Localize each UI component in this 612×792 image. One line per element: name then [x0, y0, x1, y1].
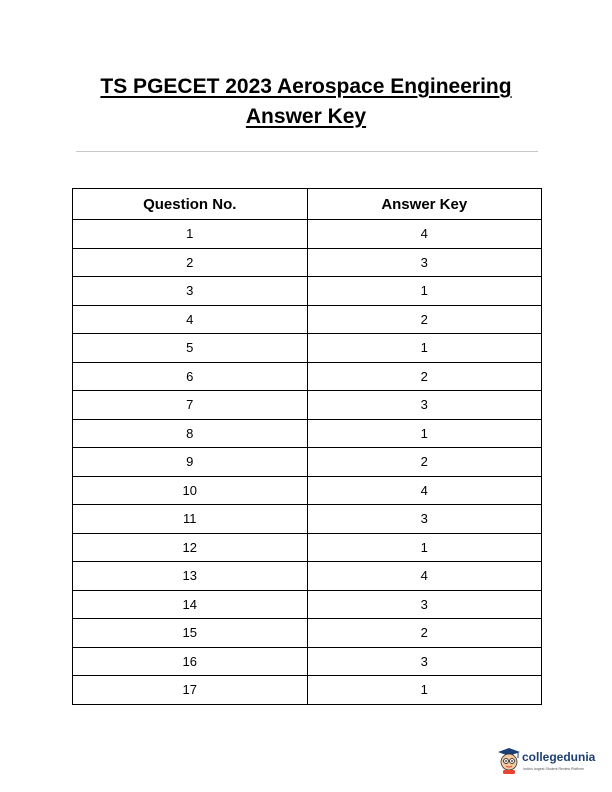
table-row: [73, 562, 542, 591]
table-row: [73, 619, 542, 648]
answer-key-cell: 1: [307, 533, 542, 562]
answer-key-cell: 1: [307, 676, 542, 705]
answer-key-cell: 2: [307, 305, 542, 334]
table-row: [73, 305, 542, 334]
column-header-question-no: Question No.: [73, 189, 308, 220]
question-number-cell: 1: [73, 220, 308, 249]
table-row: [73, 277, 542, 306]
question-number-cell: 3: [73, 277, 308, 306]
table-row: [73, 248, 542, 277]
answer-key-cell: 2: [307, 619, 542, 648]
question-number-cell: 5: [73, 334, 308, 363]
table-row: [73, 590, 542, 619]
question-number-cell: 14: [73, 590, 308, 619]
question-number-cell: 9: [73, 448, 308, 477]
question-number-cell: 8: [73, 419, 308, 448]
table-row: [73, 391, 542, 420]
document-subtitle: Answer Key: [245, 105, 367, 128]
question-number-cell: 4: [73, 305, 308, 334]
answer-key-cell: 3: [307, 590, 542, 619]
question-number-cell: 16: [73, 647, 308, 676]
question-number-cell: 6: [73, 362, 308, 391]
answer-key-table: [72, 188, 542, 705]
collegedunia-mascot-icon: [497, 747, 521, 775]
question-number-cell: 12: [73, 533, 308, 562]
collegedunia-logo: [497, 745, 612, 785]
answer-key-cell: 1: [307, 419, 542, 448]
table-body: [73, 220, 542, 705]
answer-key-cell: 1: [307, 334, 542, 363]
logo-tagline: India's largest Student Review Platform: [523, 767, 584, 771]
question-number-cell: 10: [73, 476, 308, 505]
table-row: [73, 419, 542, 448]
table-row: [73, 448, 542, 477]
question-number-cell: 7: [73, 391, 308, 420]
answer-key-cell: 2: [307, 448, 542, 477]
answer-key-cell: 4: [307, 220, 542, 249]
table-row: [73, 533, 542, 562]
table-row: [73, 647, 542, 676]
answer-key-cell: 4: [307, 562, 542, 591]
answer-key-cell: 1: [307, 277, 542, 306]
answer-key-cell: 3: [307, 391, 542, 420]
question-number-cell: 13: [73, 562, 308, 591]
answer-key-cell: 2: [307, 362, 542, 391]
question-number-cell: 11: [73, 505, 308, 534]
column-header-answer-key: Answer Key: [307, 189, 542, 220]
answer-key-cell: 4: [307, 476, 542, 505]
table-header-row: [73, 189, 542, 220]
table-row: [73, 362, 542, 391]
horizontal-divider: [76, 151, 538, 152]
answer-key-cell: 3: [307, 505, 542, 534]
question-number-cell: 2: [73, 248, 308, 277]
table-row: [73, 334, 542, 363]
question-number-cell: 15: [73, 619, 308, 648]
table-row: [73, 676, 542, 705]
answer-key-cell: 3: [307, 248, 542, 277]
document-title: TS PGECET 2023 Aerospace Engineering: [100, 75, 512, 98]
table-row: [73, 476, 542, 505]
question-number-cell: 17: [73, 676, 308, 705]
table-row: [73, 505, 542, 534]
logo-wordmark: collegedunia: [522, 750, 596, 764]
table-row: [73, 220, 542, 249]
answer-key-cell: 3: [307, 647, 542, 676]
